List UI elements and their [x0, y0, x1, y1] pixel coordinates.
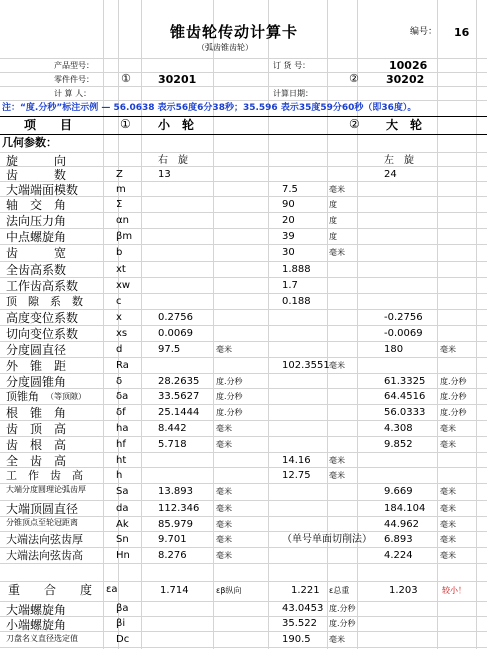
row-value-small: 右 旋 — [158, 155, 188, 166]
grid-line — [0, 100, 487, 101]
page-title: 锥齿轮传动计算卡 — [170, 23, 299, 41]
grid-line — [0, 420, 487, 421]
row-value-big: 61.3325 — [384, 376, 426, 387]
row-value-small: 13.893 — [158, 486, 193, 497]
row-value-common: 39 — [282, 231, 295, 242]
row-unit-big: 毫米 — [440, 424, 456, 433]
row-value-big: 6.893 — [384, 534, 413, 545]
grid-line — [0, 388, 487, 389]
row-name-note: （等顶隙） — [46, 392, 86, 401]
tail-row-name: 小端螺旋角 — [6, 618, 67, 632]
header-small-wheel: 小 轮 — [158, 118, 195, 132]
row-name: 顶 隙 系 数 — [6, 295, 83, 308]
header-num1: ① — [120, 117, 131, 131]
row-unit-big: 毫米 — [440, 504, 456, 513]
row-symbol: ht — [116, 455, 127, 466]
grid-line — [0, 261, 487, 262]
grid-line — [0, 516, 487, 517]
row-name: 齿 根 高 — [6, 438, 67, 452]
grid-line — [0, 357, 487, 358]
row-value-big: 9.852 — [384, 439, 413, 450]
row-name: 分锥顶点至轮冠距离 — [6, 518, 78, 527]
row-symbol: x — [116, 312, 122, 323]
row-value-common: 14.16 — [282, 455, 311, 466]
order-label: 订 货 号： — [273, 61, 311, 70]
row-unit-big: 度.分秒 — [440, 408, 467, 417]
grid-line — [0, 404, 487, 405]
row-symbol: δ — [116, 376, 123, 387]
row-name: 外 锥 距 — [6, 359, 67, 373]
row-value-small: 5.718 — [158, 439, 187, 450]
row-unit-big: 毫米 — [440, 345, 456, 354]
row-name: 齿 宽 — [6, 246, 67, 260]
row-value-small: 25.1444 — [158, 407, 200, 418]
row-name: 齿 数 — [6, 168, 67, 182]
row-unit-small: 毫米 — [216, 424, 232, 433]
row-symbol: ha — [116, 423, 129, 434]
row-symbol: δa — [116, 391, 129, 402]
row-value-common: 7.5 — [282, 184, 298, 195]
row-value-big: 184.104 — [384, 503, 426, 514]
row-unit-small: 度.分秒 — [216, 377, 243, 386]
row-value-big: 4.308 — [384, 423, 413, 434]
overlap-value-1: 1.714 — [160, 585, 189, 596]
row-unit-big: 毫米 — [440, 440, 456, 449]
row-unit-small: 毫米 — [216, 487, 232, 496]
row-symbol: xw — [116, 280, 131, 291]
overlap-value-2: 1.221 — [291, 585, 320, 596]
row-value-small: 9.701 — [158, 534, 187, 545]
row-name: 工 作 齿 高 — [6, 469, 83, 482]
section-title: 几何参数： — [2, 136, 57, 149]
grid-line — [0, 631, 487, 632]
row-name: 工作齿高系数 — [6, 279, 79, 293]
row-symbol: Ra — [116, 360, 129, 371]
tail-row-name: 大端螺旋角 — [6, 603, 67, 617]
order-value: 10026 — [389, 59, 428, 72]
grid-line — [0, 86, 487, 87]
row-value-small: 8.442 — [158, 423, 187, 434]
grid-line — [0, 616, 487, 617]
row-unit-big: 毫米 — [440, 535, 456, 544]
row-symbol: Sn — [116, 534, 129, 545]
row-value-common: 1.888 — [282, 264, 311, 275]
part-value-2: 30202 — [386, 73, 425, 86]
grid-line — [0, 325, 487, 326]
row-value-common: 30 — [282, 247, 295, 258]
row-value-big: 24 — [384, 169, 397, 180]
row-value-small: 0.0069 — [158, 328, 193, 339]
row-unit-big: 度.分秒 — [440, 377, 467, 386]
row-unit-small: 毫米 — [216, 551, 232, 560]
row-symbol: βm — [116, 231, 133, 242]
row-name: 齿 顶 高 — [6, 422, 67, 436]
tail-row-symbol: Dc — [116, 634, 130, 645]
tail-row-unit: 度.分秒 — [329, 604, 356, 613]
row-symbol: αn — [116, 215, 129, 226]
row-value-small: 28.2635 — [158, 376, 200, 387]
row-value-common: 12.75 — [282, 470, 311, 481]
grid-line — [0, 563, 487, 564]
row-unit-big: 毫米 — [440, 551, 456, 560]
row-name: 全齿高系数 — [6, 263, 67, 277]
row-value-small: 8.276 — [158, 550, 187, 561]
row-value-big: 44.962 — [384, 519, 419, 530]
grid-line — [0, 601, 487, 602]
tail-row-symbol: βi — [116, 618, 126, 629]
serial-label: 编号： — [410, 27, 438, 37]
grid-line — [0, 196, 487, 197]
grid-line — [0, 531, 487, 532]
grid-line — [0, 373, 487, 374]
grid-line — [0, 244, 487, 245]
row-value-big: 4.224 — [384, 550, 413, 561]
row-unit-small: 毫米 — [216, 345, 232, 354]
row-unit-big: 毫米 — [440, 520, 456, 529]
row-name: 轴 交 角 — [6, 198, 67, 212]
row-unit-small: 度.分秒 — [216, 408, 243, 417]
row-value-common: 90 — [282, 199, 295, 210]
row-symbol: c — [116, 296, 122, 307]
row-unit-small: 毫米 — [216, 520, 232, 529]
row-unit-small: 度.分秒 — [216, 392, 243, 401]
row-name: 旋 向 — [6, 154, 67, 168]
tail-row-value: 43.0453 — [282, 603, 324, 614]
row-value-small: 85.979 — [158, 519, 193, 530]
row-symbol: Ak — [116, 519, 129, 530]
row-name: 顶锥角 — [6, 390, 39, 403]
row-value-common: 0.188 — [282, 296, 311, 307]
grid-line — [0, 452, 487, 453]
row-name: 全 齿 高 — [6, 454, 67, 468]
calc-person-label: 计 算 人： — [54, 89, 92, 98]
overlap-warning: 较小！ — [442, 586, 466, 595]
row-name: 高度变位系数 — [6, 311, 79, 325]
row-unit-small: 毫米 — [216, 440, 232, 449]
row-unit-common: 毫米 — [329, 248, 345, 257]
row-value-common: 102.3551 — [282, 360, 330, 371]
row-value-big: 56.0333 — [384, 407, 426, 418]
row-value-common: 1.7 — [282, 280, 298, 291]
row-symbol: d — [116, 344, 123, 355]
overlap-symbol: εa — [106, 584, 118, 595]
part-num1: ① — [121, 72, 131, 85]
row-unit-common: 度 — [329, 232, 337, 241]
row-unit-big: 毫米 — [440, 487, 456, 496]
row-value-common: （单号单面切削法） — [282, 534, 372, 545]
row-value-big: 左 旋 — [384, 155, 414, 166]
row-value-big: 9.669 — [384, 486, 413, 497]
row-symbol: Sa — [116, 486, 129, 497]
row-value-common: 20 — [282, 215, 295, 226]
row-unit-common: 毫米 — [329, 361, 345, 370]
row-unit-small: 毫米 — [216, 535, 232, 544]
row-symbol: Σ — [116, 199, 123, 210]
grid-line — [0, 166, 487, 167]
tail-row-unit: 毫米 — [329, 635, 345, 644]
row-value-big: -0.2756 — [384, 312, 423, 323]
row-unit-small: 毫米 — [216, 504, 232, 513]
serial-value: 16 — [454, 26, 470, 39]
overlap-name: 重 合 度 — [8, 583, 99, 597]
calc-date-label: 计算日期： — [273, 89, 313, 98]
tail-row-value: 35.522 — [282, 618, 317, 629]
grid-line — [0, 181, 487, 182]
grid-line — [0, 152, 487, 153]
grid-line — [0, 483, 487, 484]
header-item: 项 目 — [24, 118, 73, 132]
grid-line — [0, 277, 487, 278]
grid-line — [0, 228, 487, 229]
row-unit-common: 毫米 — [329, 456, 345, 465]
overlap-symbol-3: ε总重 — [329, 586, 350, 595]
row-value-big: 64.4516 — [384, 391, 426, 402]
row-symbol: h — [116, 470, 123, 481]
tail-row-unit: 度.分秒 — [329, 619, 356, 628]
row-name: 中点螺旋角 — [6, 230, 67, 244]
row-name: 大端分度圆理论弧齿厚 — [6, 485, 86, 494]
row-name: 大端法向弦齿厚 — [6, 533, 83, 546]
part-num2: ② — [349, 72, 359, 85]
row-value-small: 33.5627 — [158, 391, 200, 402]
row-symbol: m — [116, 184, 126, 195]
row-unit-common: 度 — [329, 216, 337, 225]
row-value-small: 112.346 — [158, 503, 200, 514]
grid-line — [0, 547, 487, 548]
page-subtitle: （弧齿锥齿轮） — [197, 43, 253, 52]
row-symbol: Z — [116, 169, 123, 180]
row-unit-common: 度 — [329, 200, 337, 209]
row-value-small: 13 — [158, 169, 171, 180]
grid-line — [0, 309, 487, 310]
row-name: 大端顶圆直径 — [6, 502, 79, 516]
grid-line — [0, 500, 487, 501]
row-value-big: -0.0069 — [384, 328, 423, 339]
header-num2: ② — [349, 117, 360, 131]
row-value-small: 0.2756 — [158, 312, 193, 323]
row-name: 切向变位系数 — [6, 327, 79, 341]
tail-row-name: 刀盘名义直径选定值 — [6, 634, 78, 643]
row-value-big: 180 — [384, 344, 404, 355]
grid-line — [0, 293, 487, 294]
row-name: 大端端面模数 — [6, 183, 79, 197]
row-unit-common: 毫米 — [329, 471, 345, 480]
grid-line — [0, 467, 487, 468]
row-symbol: Hn — [116, 550, 130, 561]
overlap-symbol-2: εβ纵向 — [216, 586, 242, 595]
grid-line — [0, 647, 487, 648]
product-label: 产品型号： — [54, 61, 94, 70]
row-unit-common: 毫米 — [329, 185, 345, 194]
row-unit-big: 度.分秒 — [440, 392, 467, 401]
row-symbol: δf — [116, 407, 126, 418]
part-value-1: 30201 — [158, 73, 197, 86]
tail-row-value: 190.5 — [282, 634, 311, 645]
grid-line — [0, 581, 487, 582]
tail-row-symbol: βa — [116, 603, 129, 614]
row-symbol: b — [116, 247, 123, 258]
row-value-small: 97.5 — [158, 344, 181, 355]
row-name: 根 锥 角 — [6, 406, 67, 420]
overlap-value-3: 1.203 — [389, 585, 418, 596]
header-big-wheel: 大 轮 — [386, 118, 423, 132]
row-name: 法向压力角 — [6, 214, 67, 228]
row-name: 大端法向弦齿高 — [6, 549, 83, 562]
row-symbol: da — [116, 503, 129, 514]
row-symbol: xs — [116, 328, 128, 339]
row-name: 分度圆锥角 — [6, 375, 67, 389]
part-label: 零件件号： — [54, 75, 94, 84]
row-symbol: xt — [116, 264, 126, 275]
note-text: 注：“度.分秒”标注示例 — 56.0638 表示56度6分38秒；35.596 表示35度59分60秒（即36度）。 — [2, 103, 417, 113]
grid-line — [0, 436, 487, 437]
grid-line — [0, 212, 487, 213]
row-name: 分度圆直径 — [6, 343, 67, 357]
row-symbol: hf — [116, 439, 126, 450]
grid-line — [0, 341, 487, 342]
